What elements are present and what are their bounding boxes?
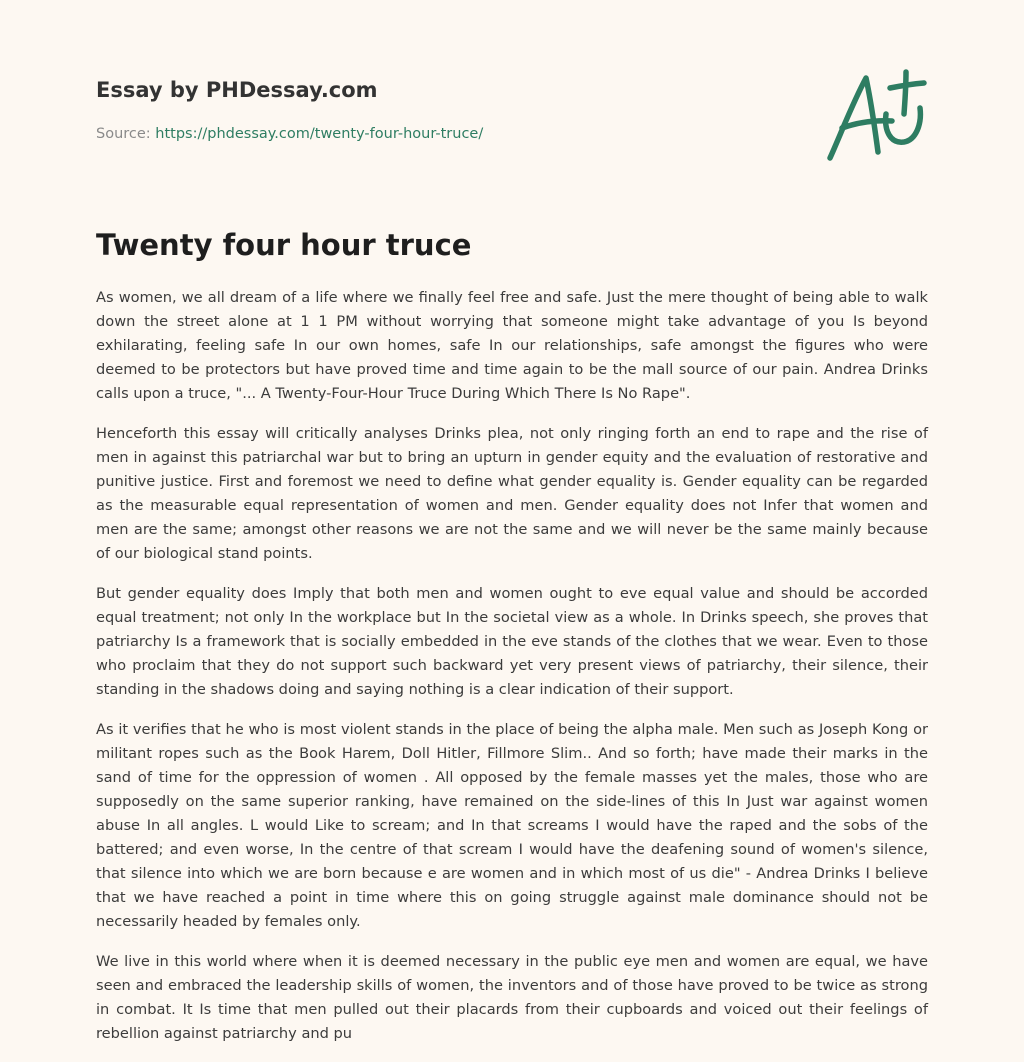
essay-title: Twenty four hour truce — [96, 228, 472, 262]
essay-paragraph: As women, we all dream of a life where we finally feel free and safe. Just the mere thought of being able to walk down the street alone at 1 1 PM without worrying that someone might take advantage of you Is beyond exhilarating, feeling safe In our own homes, safe In our relationships, safe amongst the figures who were deemed to be protectors but have proved time and time again to be the mall source of our pain. Andrea Drinks calls upon a truce, "... A Twenty-Four-Hour Truce During Which There Is No Rape". — [96, 289, 928, 402]
essay-paragraph: Henceforth this essay will critically analyses Drinks plea, not only ringing forth an end to rape and the rise of men in against this patriarchal war but to bring an upturn in gender equity and the evaluation of restorative and punitive justice. First and foremost we need to define what gender equality is. Gender equality can be regarded as the measurable equal representation of women and men. Gender equality does not Infer that women and men are the same; amongst other reasons we are not the same and we will never be the same mainly because of our biological stand points. — [96, 425, 928, 562]
essay-paragraph: As it verifies that he who is most violent stands in the place of being the alpha male. Men such as Joseph Kong or militant ropes such as the Book Harem, Doll Hitler, Fillmore Slim.. And so forth; have made their marks in the sand of time for the oppression of women . All opposed by the female masses yet the males, those who are supposedly on the same superior ranking, have remained on the side-lines of this In Just war against women abuse In all angles. L would Like to scream; and In that screams I would have the raped and the sobs of the battered; and even worse, In the centre of that scream I would have the deafening sound of women's silence, that silence into which we are born because e are women and in which most of us die" - Andrea Drinks I believe that we have reached a point in time where this on going struggle against male dominance should not be necessarily headed by females only. — [96, 721, 928, 930]
source-line — [96, 124, 928, 144]
essay-body — [96, 286, 928, 1062]
source-label: Source: — [96, 126, 156, 142]
a-plus-logo-icon — [820, 66, 930, 166]
essay-paragraph: We live in this world where when it is deemed necessary in the public eye men and women are equal, we have seen and embraced the leadership skills of women, the inventors and of those have proved to be twice as strong in combat. It Is time that men pulled out their placards from their cupboards and voiced out their feelings of rebellion against patriarchy and pu — [96, 953, 928, 1042]
essay-paragraph: But gender equality does Imply that both men and women ought to eve equal value and should be accorded equal treatment; not only In the workplace but In the societal view as a whole. In Drinks speech, she proves that patriarchy Is a framework that is socially embedded in the eve stands of the clothes that we wear. Even to those who proclaim that they do not support such backward yet very present views of patriarchy, their silence, their standing in the shadows doing and saying nothing is a clear indication of their support. — [96, 585, 928, 698]
source-link[interactable]: https://phdessay.com/twenty-four-hour-truce/ — [155, 126, 484, 142]
site-header — [96, 76, 928, 176]
brand-title: Essay by PHDessay.com — [96, 78, 378, 102]
